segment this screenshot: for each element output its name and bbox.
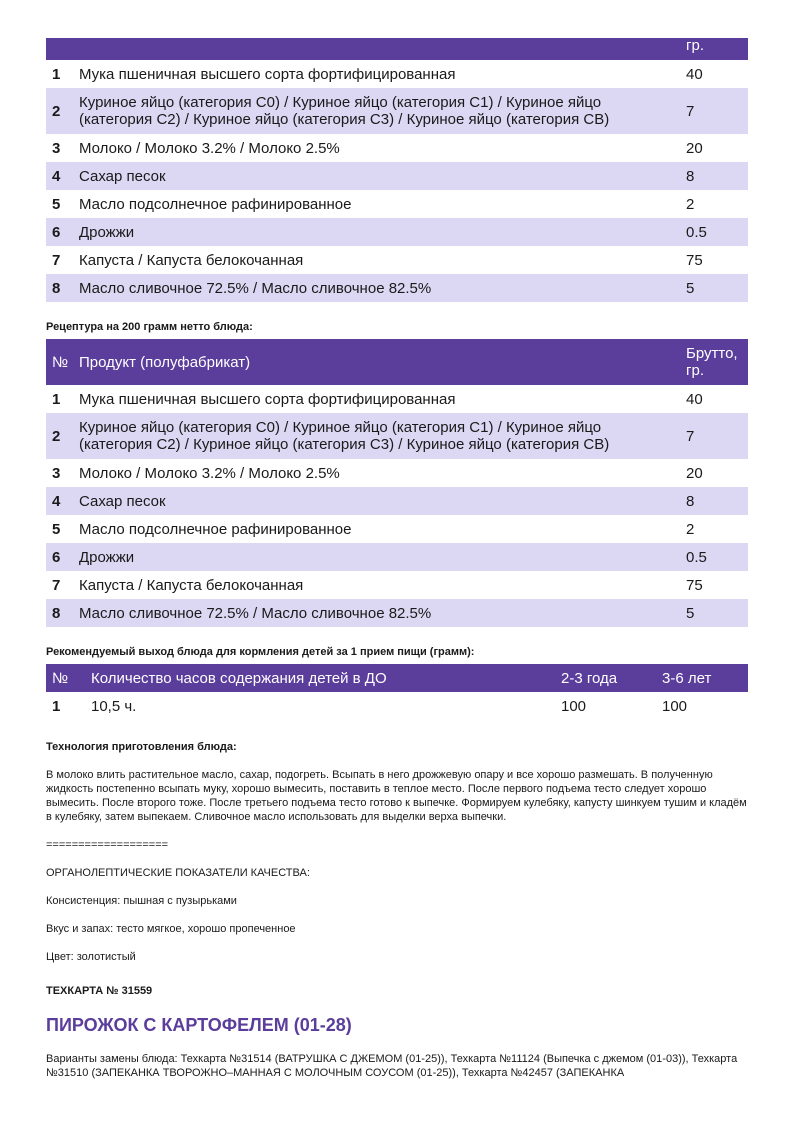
table-row: 8 Масло сливочное 72.5% / Масло сливочное 82.5% 5 (46, 599, 748, 627)
ingredients-table-continued (46, 38, 748, 302)
color-text: Цвет: золотистый (46, 951, 136, 963)
table-header-row (46, 38, 748, 60)
table-row: 5 Масло подсолнечное рафинированное 2 (46, 190, 748, 218)
table-header-row (46, 664, 748, 692)
table-row: 2 Куриное яйцо (категория С0) / Куриное яйцо (категория С1) / Куриное яйцо (категория С2) / Куриное яйцо (категория С3) / Куриное яйцо (категория СВ) 7 (46, 88, 748, 134)
recipe-section-title: Рецептура на 200 грамм нетто блюда: (46, 321, 253, 333)
table-row: 7 Капуста / Капуста белокочанная 75 (46, 246, 748, 274)
header-product: Продукт (полуфабрикат) (73, 339, 680, 385)
portions-section-title: Рекомендуемый выход блюда для кормления детей за 1 прием пищи (грамм): (46, 646, 475, 658)
organoleptic-title: ОРГАНОЛЕПТИЧЕСКИЕ ПОКАЗАТЕЛИ КАЧЕСТВА: (46, 867, 310, 879)
header-number: № (46, 339, 73, 385)
table-row: 2 Куриное яйцо (категория С0) / Куриное яйцо (категория С1) / Куриное яйцо (категория С2) / Куриное яйцо (категория С3) / Куриное яйцо (категория СВ) 7 (46, 413, 748, 459)
dish-title: ПИРОЖОК С КАРТОФЕЛЕМ (01-28) (46, 1015, 352, 1035)
table-row: 8 Масло сливочное 72.5% / Масло сливочное 82.5% 5 (46, 274, 748, 302)
table-header-row (46, 339, 748, 385)
table-row: 1 10,5 ч. 100 100 (46, 692, 748, 720)
header-age-2-3: 2-3 года (555, 664, 656, 692)
table-row: 4 Сахар песок 8 (46, 162, 748, 190)
consistency-text: Консистенция: пышная с пузырьками (46, 895, 237, 907)
header-age-3-6: 3-6 лет (656, 664, 748, 692)
recipe-table (46, 339, 748, 627)
table-row: 4 Сахар песок 8 (46, 487, 748, 515)
document-page (46, 38, 748, 1080)
table-row: 6 Дрожжи 0.5 (46, 543, 748, 571)
table-row: 3 Молоко / Молоко 3.2% / Молоко 2.5% 20 (46, 134, 748, 162)
table-row: 3 Молоко / Молоко 3.2% / Молоко 2.5% 20 (46, 459, 748, 487)
table-row: 1 Мука пшеничная высшего сорта фортифицированная 40 (46, 60, 748, 88)
header-number: № (46, 664, 85, 692)
table-row: 5 Масло подсолнечное рафинированное 2 (46, 515, 748, 543)
table-row: 6 Дрожжи 0.5 (46, 218, 748, 246)
header-hours: Количество часов содержания детей в ДО (85, 664, 555, 692)
replacement-variants: Варианты замены блюда: Техкарта №31514 (ВАТРУШКА С ДЖЕМОМ (01-25)), Техкарта №11124 (Выпечка с джемом (01-03)), Техкарта №31510 (ЗАПЕКАНКА ТВОРОЖНО–МАННАЯ С МОЛОЧНЫМ СОУСОМ (01-25)), Техкарта №42457 (ЗАПЕКАНКА (46, 1053, 738, 1079)
technology-title: Технология приготовления блюда: (46, 741, 237, 753)
header-gross: Брутто, гр. (680, 339, 748, 385)
technology-text: В молоко влить растительное масло, сахар, подогреть. Всыпать в него дрожжевую опару и все хорошо размешать. В полученную жидкость постепенно всыпать муку, хорошо вымесить, поставить в теплое место. После первого подъема тесто следует хорошо вымесить. После второго тоже. После третьего подъема тесто готово к выпечке. Формируем кулебяку, капусту шинкуем тушим и кладём в кулебяку, затем выпекаем. Сливочное масло использовать для выделки верха выпечки. (46, 769, 747, 823)
techcard-number: ТЕХКАРТА № 31559 (46, 985, 153, 997)
table-row: 7 Капуста / Капуста белокочанная 75 (46, 571, 748, 599)
header-gross-tail: гр. (680, 38, 748, 60)
portions-table (46, 664, 748, 720)
separator-line: =================== (46, 839, 169, 851)
table-row: 1 Мука пшеничная высшего сорта фортифицированная 40 (46, 385, 748, 413)
taste-text: Вкус и запах: тесто мягкое, хорошо пропеченное (46, 923, 296, 935)
